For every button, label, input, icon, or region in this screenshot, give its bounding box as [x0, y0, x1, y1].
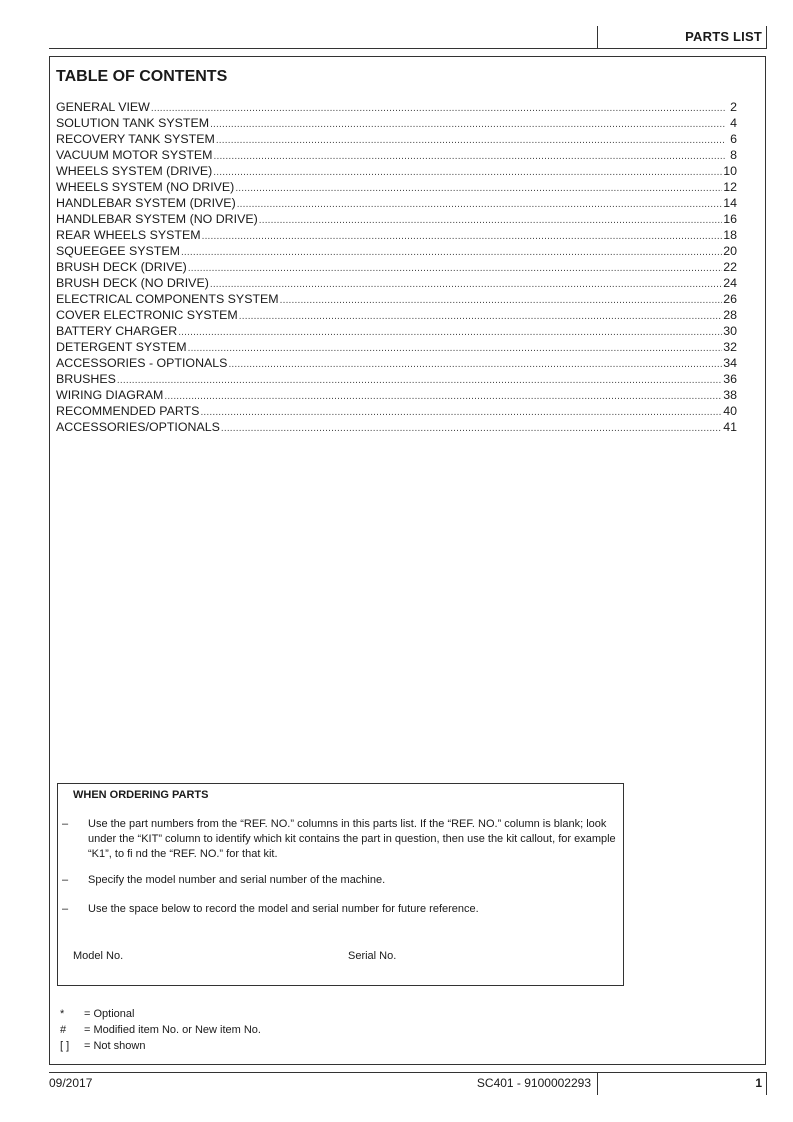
footer-divider — [597, 1072, 598, 1095]
toc-entry[interactable] — [56, 355, 737, 371]
toc-entry[interactable] — [56, 115, 737, 131]
toc-entry-page: 12 — [723, 180, 737, 194]
header-right-tick — [766, 26, 767, 48]
toc-entry-label: BRUSH DECK (NO DRIVE) — [56, 276, 209, 290]
list-dash: – — [62, 903, 69, 915]
ordering-instruction-text: Use the space below to record the model and serial number for future reference. — [88, 903, 479, 915]
model-number-label: Model No. — [73, 950, 124, 962]
toc-entry[interactable] — [56, 387, 737, 403]
ordering-instruction — [62, 902, 622, 917]
serial-number-label: Serial No. — [348, 950, 397, 962]
toc-title: TABLE OF CONTENTS — [56, 68, 228, 85]
toc-entry-page: 24 — [723, 276, 737, 290]
toc-entry-page: 14 — [723, 196, 737, 210]
toc-entry-label: SQUEEGEE SYSTEM — [56, 244, 180, 258]
legend-row — [60, 1038, 261, 1054]
toc-entry[interactable] — [56, 163, 737, 179]
toc-leader — [221, 419, 722, 437]
footer-right-tick — [766, 1072, 767, 1095]
toc-list — [56, 99, 737, 435]
toc-entry[interactable] — [56, 147, 737, 163]
footer-document-number: SC401 - 9100002293 — [476, 1076, 591, 1090]
footer-page-number: 1 — [755, 1076, 762, 1090]
toc-entry[interactable] — [56, 179, 737, 195]
toc-entry[interactable] — [56, 227, 737, 243]
toc-entry-label: BATTERY CHARGER — [56, 324, 178, 338]
list-dash: – — [62, 818, 69, 830]
toc-entry[interactable] — [56, 243, 737, 259]
toc-entry[interactable] — [56, 195, 737, 211]
toc-entry[interactable] — [56, 419, 737, 435]
header-title: PARTS LIST — [685, 29, 762, 44]
toc-entry-label: VACUUM MOTOR SYSTEM — [56, 148, 213, 162]
toc-entry-label: WHEELS SYSTEM (DRIVE) — [56, 164, 213, 178]
toc-entry-label: DETERGENT SYSTEM — [56, 340, 187, 354]
legend-row — [60, 1022, 261, 1038]
toc-entry-label: ACCESSORIES - OPTIONALS — [56, 356, 228, 370]
ordering-instruction — [62, 873, 622, 888]
toc-entry-page: 28 — [723, 308, 737, 322]
toc-entry-page: 30 — [723, 324, 737, 338]
list-dash: – — [62, 874, 69, 886]
toc-entry[interactable] — [56, 307, 737, 323]
toc-entry-page: 2 — [730, 100, 737, 114]
toc-entry-label: BRUSHES — [56, 372, 116, 386]
header-rule — [49, 48, 767, 49]
toc-entry-page: 16 — [723, 212, 737, 226]
toc-entry-page: 41 — [723, 420, 737, 434]
header-divider — [597, 26, 598, 48]
toc-entry-page: 26 — [723, 292, 737, 306]
toc-entry-label: WIRING DIAGRAM — [56, 388, 164, 402]
toc-entry-page: 18 — [723, 228, 737, 242]
toc-entry-label: RECOMMENDED PARTS — [56, 404, 200, 418]
toc-entry-page: 40 — [723, 404, 737, 418]
toc-entry-page: 4 — [730, 116, 737, 130]
legend-symbol: * — [60, 1008, 65, 1020]
ordering-title: WHEN ORDERING PARTS — [73, 789, 209, 801]
toc-entry-label: HANDLEBAR SYSTEM (NO DRIVE) — [56, 212, 258, 226]
toc-entry[interactable] — [56, 259, 737, 275]
toc-entry-page: 22 — [723, 260, 737, 274]
legend-text: = Modified item No. or New item No. — [84, 1024, 261, 1036]
ordering-instruction-text: Specify the model number and serial number of the machine. — [88, 874, 386, 886]
toc-entry[interactable] — [56, 339, 737, 355]
toc-entry-page: 38 — [723, 388, 737, 402]
toc-entry-label: GENERAL VIEW — [56, 100, 150, 114]
toc-entry[interactable] — [56, 323, 737, 339]
toc-entry-page: 32 — [723, 340, 737, 354]
ordering-instruction — [62, 817, 622, 862]
toc-entry-page: 8 — [730, 148, 737, 162]
toc-entry-label: BRUSH DECK (DRIVE) — [56, 260, 187, 274]
toc-entry-label: RECOVERY TANK SYSTEM — [56, 132, 215, 146]
toc-entry-label: ELECTRICAL COMPONENTS SYSTEM — [56, 292, 279, 306]
toc-entry[interactable] — [56, 131, 737, 147]
toc-entry[interactable] — [56, 403, 737, 419]
toc-entry-label: REAR WHEELS SYSTEM — [56, 228, 201, 242]
legend-symbol: [ ] — [60, 1040, 70, 1052]
footer-rule — [49, 1072, 767, 1073]
legend-row — [60, 1006, 261, 1022]
ordering-instruction-text: Use the part numbers from the “REF. NO.” columns in this parts list. If the “REF. NO.” column is blank; look under the “KIT” column to identify which kit contains the part in question, then use the kit callout, for example “K1”, to fi nd the “REF. NO.” for that kit. — [88, 818, 616, 860]
toc-entry[interactable] — [56, 99, 737, 115]
footer-date: 09/2017 — [49, 1076, 93, 1090]
toc-entry-page: 10 — [723, 164, 737, 178]
toc-entry[interactable] — [56, 211, 737, 227]
toc-entry-page: 34 — [723, 356, 737, 370]
symbol-legend — [60, 1006, 261, 1054]
legend-text: = Optional — [84, 1008, 135, 1020]
toc-entry-page: 6 — [730, 132, 737, 146]
toc-entry[interactable] — [56, 275, 737, 291]
toc-entry[interactable] — [56, 291, 737, 307]
toc-entry-label: HANDLEBAR SYSTEM (DRIVE) — [56, 196, 236, 210]
toc-entry-label: WHEELS SYSTEM (NO DRIVE) — [56, 180, 235, 194]
toc-entry[interactable] — [56, 371, 737, 387]
toc-entry-page: 20 — [723, 244, 737, 258]
toc-entry-page: 36 — [723, 372, 737, 386]
toc-entry-label: COVER ELECTRONIC SYSTEM — [56, 308, 238, 322]
toc-entry-label: SOLUTION TANK SYSTEM — [56, 116, 210, 130]
legend-symbol: # — [60, 1024, 67, 1036]
toc-entry-label: ACCESSORIES/OPTIONALS — [56, 420, 220, 434]
legend-text: = Not shown — [84, 1040, 146, 1052]
